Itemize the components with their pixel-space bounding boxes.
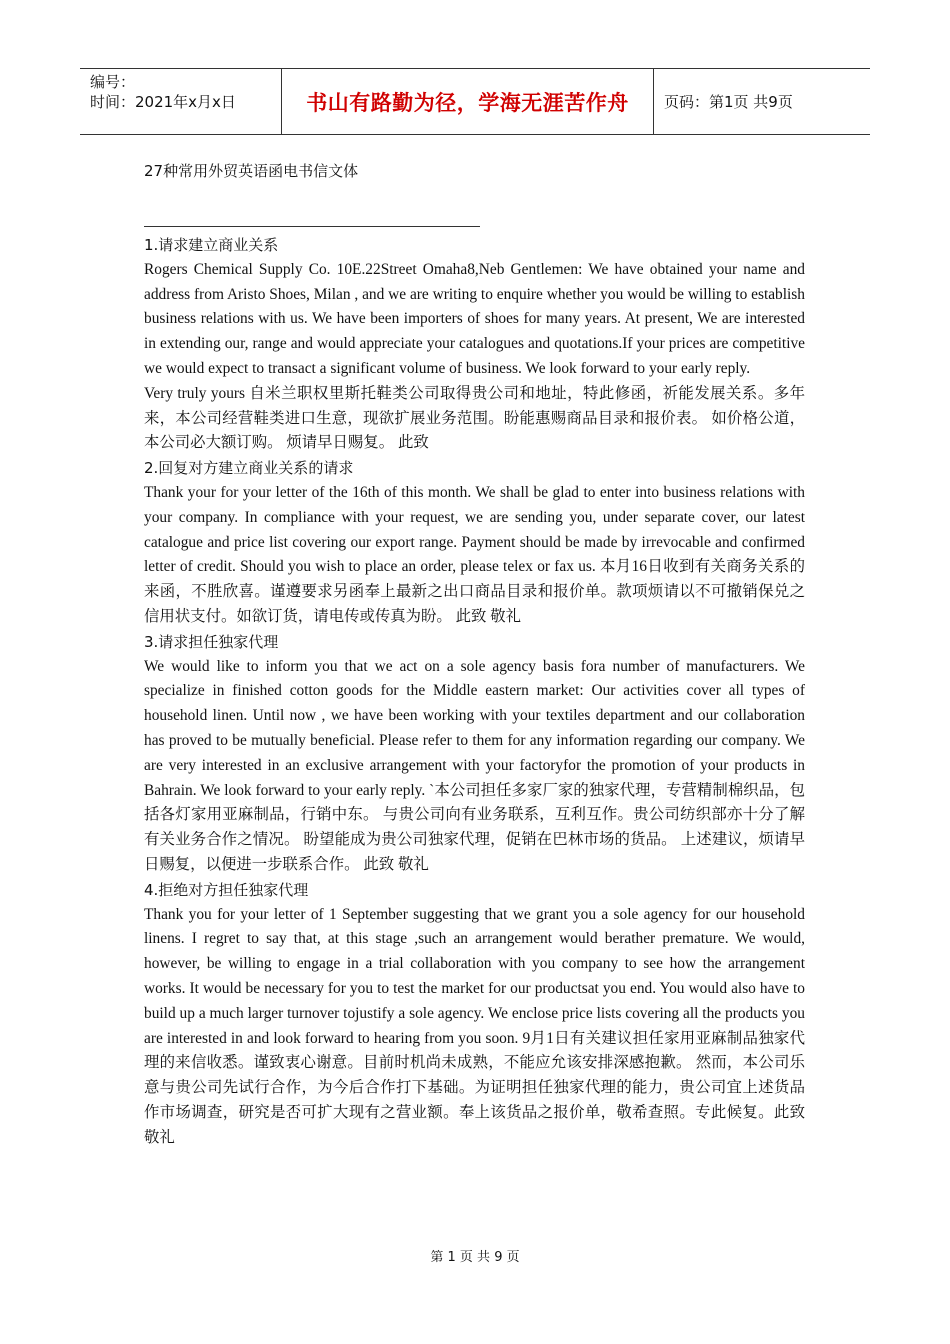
section-title: 1.请求建立商业关系 — [144, 236, 279, 254]
section-title: 4.拒绝对方担任独家代理 — [144, 880, 309, 899]
section-paragraph: Rogers Chemical Supply Co. 10E.22Street Omaha8,Neb Gentlemen: We have obtained your name and address from Aristo Shoes, Milan , and we are writing to enquire whether you would be willing to establish business relations with us. We have been importers of shoes for many years. At present, We are interested in extending our, range and would appreciate your catalogues and quotations.If your prices are competitive we would expect to transact a significant volume of business. We look forward to your early reply. — [144, 260, 805, 377]
header-meta — [80, 69, 282, 134]
section — [144, 878, 805, 1151]
document-time-label: 时间：2021年x月x日 — [90, 93, 236, 111]
section-paragraph: Very truly yours 自米兰职权里斯托鞋类公司取得贵公司和地址，特此修函，祈能发展关系。多年来，本公司经营鞋类进口生意，现欲扩展业务范围。盼能惠赐商品目录和报价表。 如价格公道，本公司必大额订购。 烦请早日赐复。 此致 — [144, 384, 805, 452]
page-header — [80, 68, 870, 135]
section-title: 3.请求担任独家代理 — [144, 632, 279, 651]
section-paragraph: Thank you for your letter of 1 September suggesting that we grant you a sole agency for our household linens. I regret to say that, at this stage ,such an arrangement would berather premature. We would, however, be willing to engage in a trial collaboration with you company to see how the arrangement works. It would be necessary for you to test the market for our productsat you end. You would also have to build up a much larger turnover tojustify a sole agency. We enclose price lists covering all the products you are interested in and look forward to hearing from you soon. 9月1日有关建议担任家用亚麻制品独家代理的来信收悉。谨致衷心谢意。目前时机尚未成熟，不能应允该安排深感抱歉。 然而，本公司乐意与贵公司先试行合作，为今后合作打下基础。为证明担任独家代理的能力，贵公司宜上述货品作市场调查，研究是否可扩大现有之营业额。奉上该货品之报价单，敬希查照。专此候复。此致 敬礼 — [144, 905, 805, 1146]
document-number-label: 编号： — [90, 73, 136, 91]
section — [144, 233, 805, 456]
section — [144, 630, 805, 878]
header-motto-cell — [282, 69, 654, 134]
document-body — [144, 233, 805, 1150]
section-paragraph: Thank your for your letter of the 16th of this month. We shall be glad to enter into business relations with your company. In compliance with your request, we are sending you, under separate cover, our latest catalogue and price list covering our export range. Payment should be made by irrevocable and confirmed letter of credit. Should you wish to place an order, please telex or fax us. 本月16日收到有关商务关系的来函，不胜欣喜。谨遵要求另函奉上最新之出口商品目录和报价单。款项烦请以不可撤销保兑之信用状支付。如欲订货，请电传或传真为盼。 此致 敬礼 — [144, 483, 805, 625]
section — [144, 456, 805, 630]
page-footer: 第 1 页 共 9 页 — [430, 1250, 520, 1265]
section-title: 2.回复对方建立商业关系的请求 — [144, 459, 354, 478]
header-motto: 书山有路勤为径，学海无涯苦作舟 — [306, 90, 629, 115]
header-page-info: 页码：第1页 共9页 — [664, 93, 793, 111]
title-divider — [144, 226, 480, 227]
section-paragraph: We would like to inform you that we act on a sole agency basis fora number of manufacturers. We specialize in finished cotton goods for the Middle eastern market: Our activities cover all types of household linen. Until now , we have been working with your textiles department and our collaboration has proved to be mutually beneficial. Please refer to them for any information regarding our company. We are very interested in an exclusive arrangement with your factoryfor the promotion of your products in Bahrain. We look forward to your early reply. `本公司担任多家厂家的独家代理，专营精制棉织品，包括各灯家用亚麻制品，行销中东。 与贵公司向有业务联系，互利互作。贵公司纺织部亦十分了解有关业务合作之情况。 盼望能成为贵公司独家代理，促销在巴林市场的货品。 上述建议，烦请早日赐复，以便进一步联系合作。 此致 敬礼 — [144, 657, 805, 873]
document-title: 27种常用外贸英语函电书信文体 — [144, 162, 359, 180]
